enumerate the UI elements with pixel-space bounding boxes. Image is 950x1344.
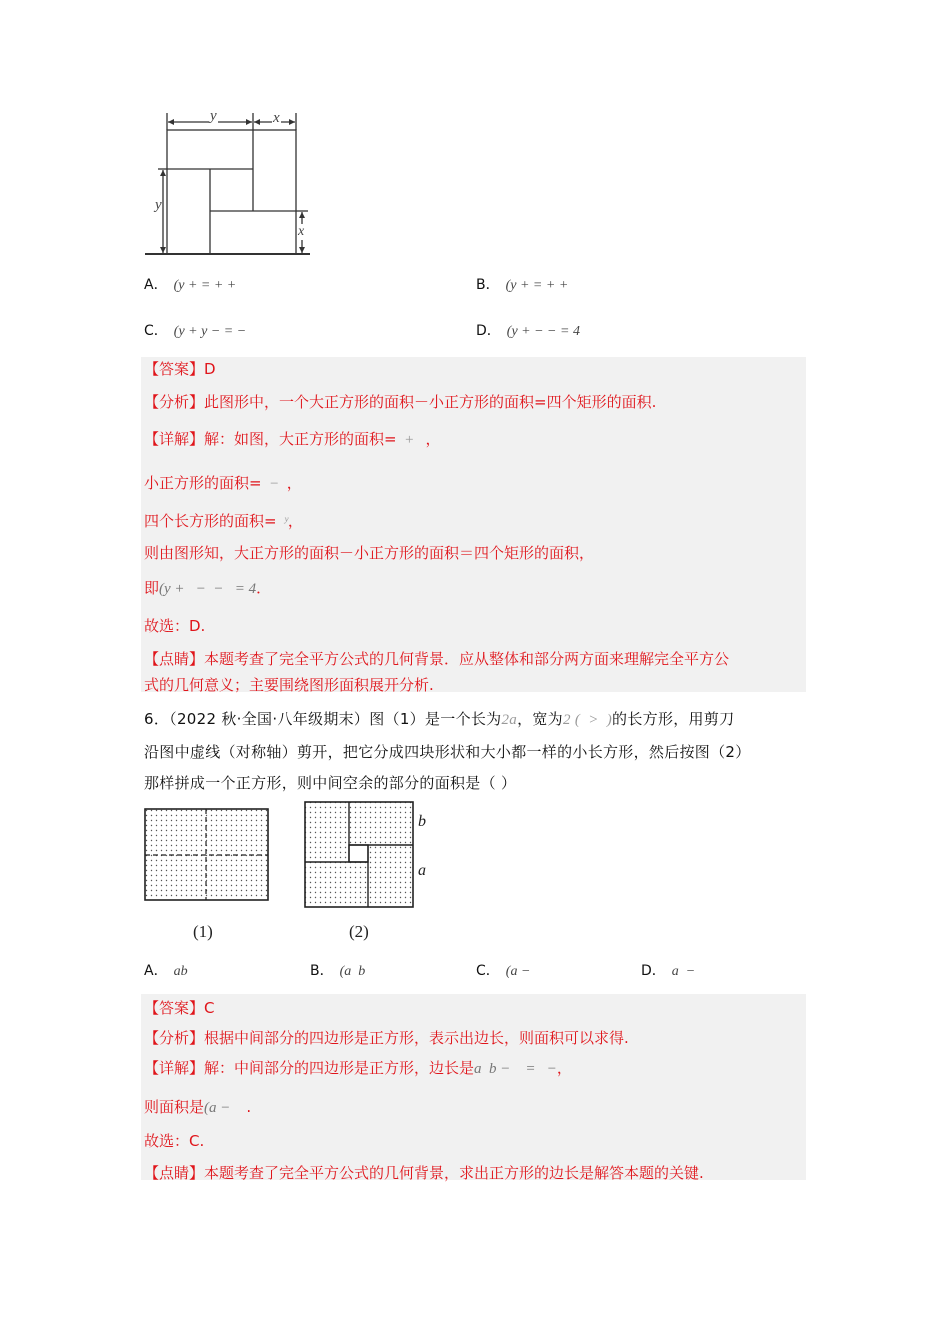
square-diagram-figure — [140, 105, 310, 265]
option-letter: A． — [144, 963, 168, 979]
dimension-label-y-left: y — [155, 197, 162, 213]
figure-2-label-a: a — [418, 862, 426, 879]
detail-line — [144, 1058, 572, 1079]
question-6-line-1 — [144, 708, 734, 729]
detail-end: ， — [425, 430, 441, 448]
option-c[interactable] — [476, 960, 530, 980]
option-letter: C． — [144, 323, 168, 339]
line-end: ， — [287, 512, 303, 530]
dimension-label-y-top: y — [210, 108, 217, 124]
option-letter: D． — [476, 323, 501, 339]
analysis-line: 【分析】此图形中，一个大正方形的面积－小正方形的面积=四个矩形的面积. — [144, 393, 657, 411]
solution-panel-q6 — [141, 994, 806, 1180]
figure-1-rectangle — [144, 808, 270, 903]
option-letter: D． — [641, 963, 666, 979]
equation-line — [144, 578, 271, 599]
line-end: ， — [286, 474, 302, 492]
q-math: 2a — [501, 712, 518, 728]
analysis-line: 【分析】根据中间部分的四边形是正方形，表示出边长，则面积可以求得. — [144, 1029, 629, 1047]
conclusion-line: 则由图形知，大正方形的面积－小正方形的面积＝四个矩形的面积， — [144, 544, 595, 562]
point-line: 【点睛】本题考查了完全平方公式的几何背景，求出正方形的边长是解答本题的关键. — [144, 1164, 704, 1182]
answer-line: 【答案】C — [144, 999, 215, 1017]
option-d[interactable] — [641, 960, 695, 980]
option-expression: ab — [173, 964, 188, 979]
q-text: 的长方形，用剪刀 — [612, 710, 735, 728]
point-line-1: 【点睛】本题考查了完全平方公式的几何背景．应从整体和部分两方面来理解完全平方公 — [144, 650, 730, 668]
detail-text: 【详解】解：如图，大正方形的面积= — [144, 430, 397, 448]
line-math: − — [261, 476, 287, 492]
line-math: (y + − − = 4 — [159, 581, 257, 597]
option-expression: (a − — [505, 964, 531, 979]
dimension-label-x-right: x — [298, 224, 305, 239]
line-end: . — [246, 1098, 252, 1116]
question-6-line-3: 那样拼成一个正方形，则中间空余的部分的面积是（ ） — [144, 774, 517, 792]
option-a[interactable] — [144, 960, 188, 980]
option-a[interactable] — [144, 274, 236, 294]
dimension-label-x-top: x — [273, 110, 280, 126]
line-text: 则面积是 — [144, 1098, 205, 1116]
option-c[interactable] — [144, 320, 246, 340]
detail-end: ， — [556, 1059, 572, 1077]
option-letter: C． — [476, 963, 500, 979]
choice-line: 故选：C. — [144, 1132, 205, 1150]
figure-1-caption: (1) — [193, 922, 213, 941]
option-d[interactable] — [476, 320, 580, 340]
line-math: ʸ — [276, 514, 288, 530]
figure-2-caption: (2) — [349, 922, 369, 941]
option-expression: a − — [671, 964, 696, 979]
option-letter: B． — [310, 963, 334, 979]
detail-math: + — [396, 432, 426, 448]
rectangles-area-line — [144, 511, 303, 532]
option-expression: (y + = + + — [173, 278, 237, 293]
line-text: 四个长方形的面积= — [144, 512, 277, 530]
point-line-2: 式的几何意义；主要围绕图形面积展开分析. — [144, 676, 434, 694]
option-expression: (a b — [339, 964, 366, 979]
option-expression: (y + − − = 4 — [506, 324, 580, 339]
line-text: 小正方形的面积= — [144, 474, 262, 492]
question-6-line-2: 沿图中虚线（对称轴）剪开，把它分成四块形状和大小都一样的小长方形，然后按图（2） — [144, 743, 751, 761]
detail-line — [144, 429, 440, 450]
choice-line: 故选：D. — [144, 617, 206, 635]
line-math: (a − — [204, 1100, 231, 1116]
option-b[interactable] — [310, 960, 365, 980]
q-math: 2 ( > ) — [562, 712, 613, 728]
q-text: 6．（2022 秋·全国·八年级期末）图（1）是一个长为 — [144, 710, 502, 728]
detail-math: a b − = − — [474, 1061, 557, 1077]
figure-2-square — [303, 800, 415, 910]
option-expression: (y + = + + — [505, 278, 569, 293]
line-text: 即 — [144, 579, 160, 597]
figure-2-label-b: b — [418, 813, 426, 830]
detail-text: 【详解】解：中间部分的四边形是正方形，边长是 — [144, 1059, 475, 1077]
area-line — [144, 1097, 251, 1118]
line-end: ． — [256, 579, 272, 597]
answer-line: 【答案】D — [144, 360, 216, 378]
option-b[interactable] — [476, 274, 568, 294]
option-letter: A． — [144, 277, 168, 293]
option-letter: B． — [476, 277, 500, 293]
q-text: ，宽为 — [517, 710, 563, 728]
small-square-area-line — [144, 473, 302, 494]
option-expression: (y + y − = − — [173, 324, 247, 339]
